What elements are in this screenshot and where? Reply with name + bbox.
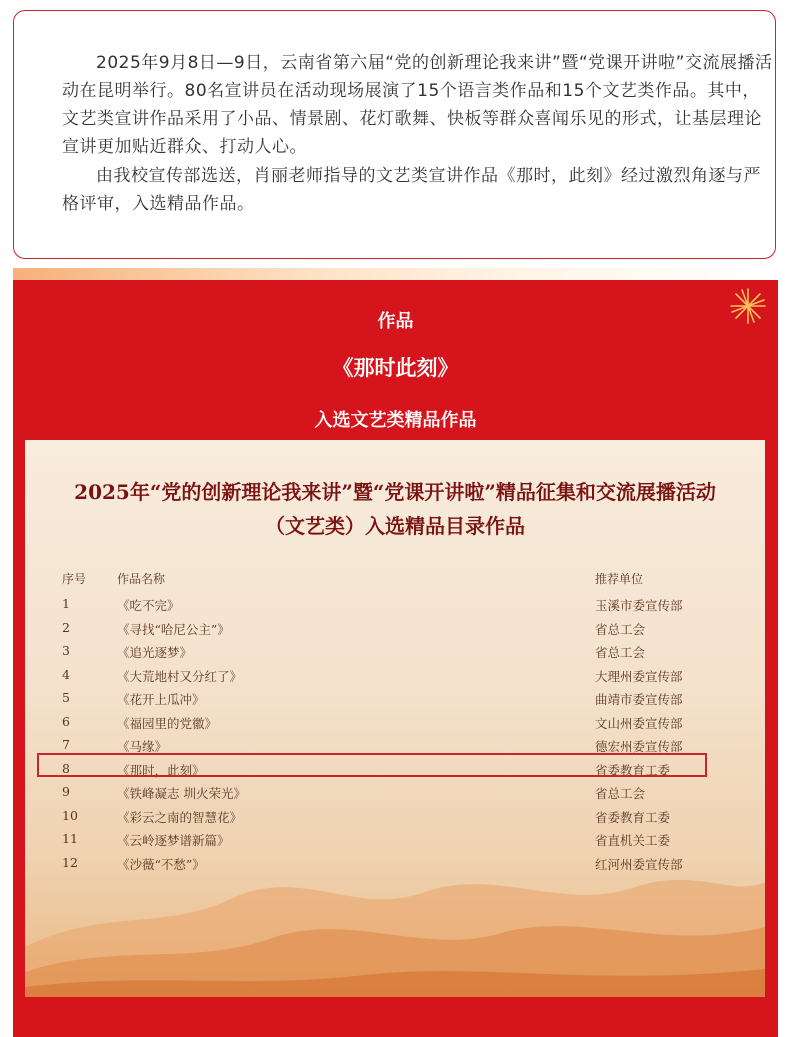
row-unit: 省总工会: [595, 645, 646, 660]
header-number: 序号: [62, 572, 87, 586]
row-number: 11: [62, 831, 78, 846]
row-work-name: 《吃不完》: [117, 598, 180, 613]
row-work-name: 《沙薇“不愁”》: [117, 856, 205, 872]
row-work-name: 《福园里的党徽》: [117, 715, 218, 731]
selected-label: 入选文艺类精品作品: [314, 410, 477, 431]
work-title: 《那时此刻》: [332, 356, 459, 380]
row-number: 5: [62, 690, 70, 705]
certificate-title-line2: （文艺类）入选精品目录作品: [265, 514, 525, 538]
row-unit: 玉溪市委宣传部: [595, 598, 683, 613]
row-number: 1: [62, 596, 70, 611]
table-row: [25, 827, 765, 850]
row-work-name: 《马缘》: [117, 739, 168, 754]
intro-paragraph-2: 由我校宣传部选送，肖丽老师指导的文艺类宣讲作品《那时，此刻》经过激烈角逐与严格评审，入选精品作品。: [62, 166, 761, 214]
red-banner-panel: [13, 280, 778, 1037]
row-number: 3: [62, 643, 70, 658]
table-row: [25, 780, 765, 803]
row-unit: 省直机关工委: [595, 833, 671, 848]
table-row: [25, 663, 765, 686]
table-row: [25, 804, 765, 827]
intro-paragraph-1: 2025年9月8日—9日，云南省第六届“党的创新理论我来讲”暨“党课开讲啦”交流展播活动在昆明举行。80名宣讲员在活动现场展演了15个语言类作品和15个文艺类作品。其中，文艺类宣讲作品采用了小品、情景剧、花灯歌舞、快板等群众喜闻乐见的形式，让基层理论宣讲更加贴近群众、打动人心。: [62, 53, 773, 157]
table-row: [25, 639, 765, 662]
row-unit: 省委教育工委: [595, 762, 671, 778]
row-number: 8: [62, 760, 70, 776]
row-unit: 文山州委宣传部: [595, 715, 683, 731]
row-work-name: 《大荒地村又分红了》: [117, 668, 243, 684]
row-work-name: 《追光逐梦》: [117, 645, 193, 660]
row-unit: 省总工会: [595, 786, 646, 801]
row-number: 7: [62, 737, 70, 752]
intro-text-box: [13, 10, 776, 259]
row-work-name: 《彩云之南的智慧花》: [117, 809, 243, 825]
table-row: [25, 616, 765, 639]
row-unit: 省委教育工委: [595, 809, 671, 825]
row-work-name: 《寻找“哈尼公主”》: [117, 621, 230, 637]
row-number: 12: [62, 854, 78, 870]
row-unit: 曲靖市委宣传部: [595, 692, 683, 707]
row-number: 2: [62, 619, 70, 635]
highlight-box: [37, 753, 707, 777]
table-row: [25, 592, 765, 615]
row-unit: 大理州委宣传部: [595, 668, 683, 684]
row-number: 10: [62, 807, 78, 823]
works-label: 作品: [377, 311, 414, 332]
row-work-name: 《云岭逐梦谱新篇》: [117, 833, 230, 848]
table-row: [25, 686, 765, 709]
row-work-name: 《那时，此刻》: [117, 762, 205, 778]
header-recommending-unit: 推荐单位: [595, 572, 644, 586]
certificate-image: [25, 440, 765, 997]
row-work-name: 《花开上瓜冲》: [117, 692, 205, 707]
certificate-title-line1: 2025年“党的创新理论我来讲”暨“党课开讲啦”精品征集和交流展播活动: [74, 480, 716, 504]
row-number: 9: [62, 784, 70, 799]
row-unit: 德宏州委宣传部: [595, 739, 683, 754]
row-number: 6: [62, 713, 70, 729]
row-number: 4: [62, 666, 70, 682]
table-row: [25, 851, 765, 874]
row-unit: 红河州委宣传部: [595, 856, 683, 872]
header-work-name: 作品名称: [117, 572, 166, 586]
row-work-name: 《铁峰凝志 圳火荣光》: [117, 786, 246, 801]
row-unit: 省总工会: [595, 621, 646, 637]
table-row: [25, 710, 765, 733]
